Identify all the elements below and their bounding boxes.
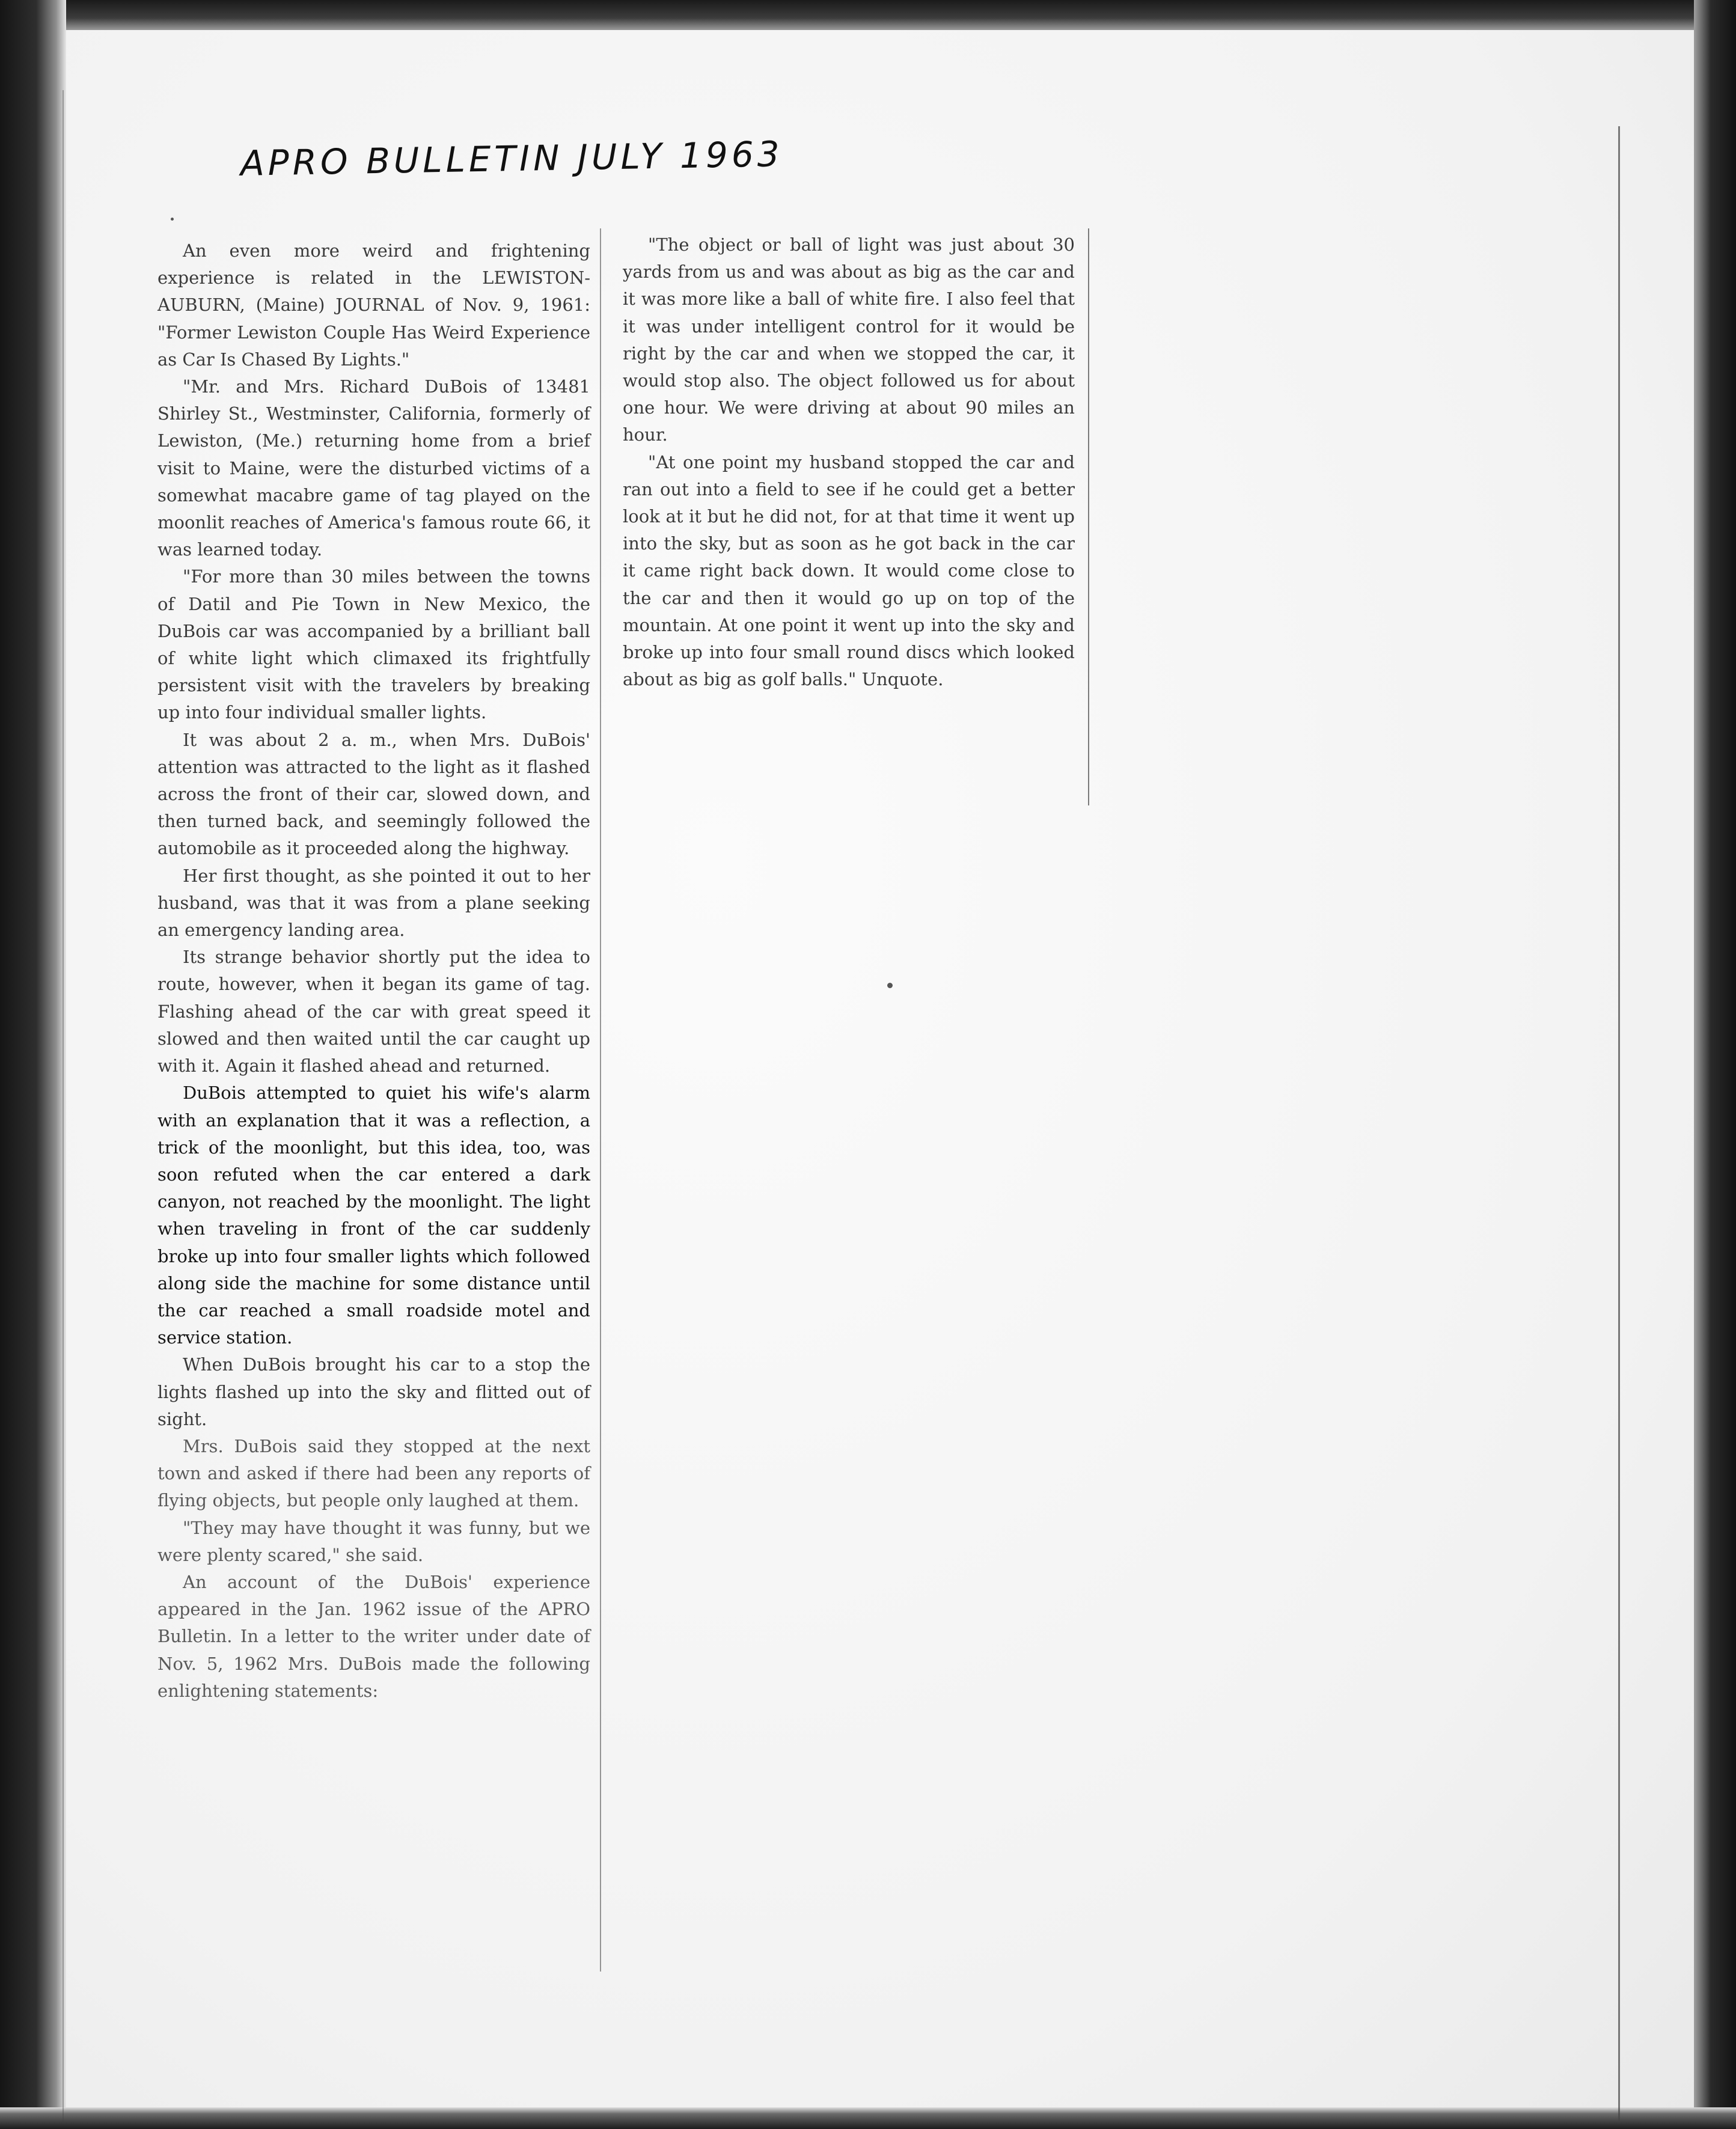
- scan-border-top: [0, 0, 1736, 30]
- left-margin-rule: [63, 90, 64, 2122]
- article-paragraph: "They may have thought it was funny, but we were plenty scared," she said.: [157, 1517, 590, 1565]
- article-paragraph: DuBois attempted to quiet his wife's alarm with an explanation that it was a reflection, a trick of the moonlight, but this idea, too, was soon refuted when the car entered a dark canyon, not reached by the moonlight. The light when traveling in front of the car suddenly broke up into four smaller lights which followed along side the machine for some distance until the car reached a small roadside motel and service station.: [157, 1083, 590, 1348]
- article-right-column: [623, 231, 1075, 802]
- article-paragraph: "Mr. and Mrs. Richard DuBois of 13481 Shirley St., Westminster, California, formerly of Lewiston, (Me.) returning home from a brief visit to Maine, were the disturbed victims of a somewhat macabre game of tag played on the moonlit reaches of America's famous route 66, it was learned today.: [157, 376, 590, 560]
- article-left-column: [157, 237, 590, 2005]
- article-paragraph: "At one point my husband stopped the car and ran out into a field to see if he could get a better look at it but he did not, for at that time it went up into the sky, but as soon as he got back in the car it came right back down. It would come close to the car and then it would go up on top of the mountain. At one point it went up into the sky and broke up into four small round discs which looked about as big as golf balls." Unquote.: [623, 451, 1075, 690]
- article-paragraph: Her first thought, as she pointed it out to her husband, was that it was from a plane seeking an emergency landing area.: [157, 865, 590, 941]
- article-paragraph: Mrs. DuBois said they stopped at the next town and asked if there had been any reports of flying objects, but people only laughed at them.: [157, 1435, 590, 1511]
- page-right-rule: [1618, 126, 1620, 2122]
- article-paragraph: "The object or ball of light was just about 30 yards from us and was about as big as the car and it was more like a ball of white fire. I also feel that it was under intelligent control for it would be right by the car and when we stopped the car, it would stop also. The object followed us for about one hour. We were driving at about 90 miles an hour.: [623, 234, 1075, 445]
- article-paragraph: An account of the DuBois' experience appeared in the Jan. 1962 issue of the APRO Bulletin. In a letter to the writer under date of Nov. 5, 1962 Mrs. DuBois made the following enlightening statements:: [157, 1571, 590, 1701]
- column-divider: [600, 228, 601, 1972]
- article-paragraph: When DuBois brought his car to a stop the lights flashed up into the sky and flitted out of sight.: [157, 1354, 590, 1429]
- article-paragraph: An even more weird and frightening experience is related in the LEWISTON-AUBURN, (Maine) JOURNAL of Nov. 9, 1961: "Former Lewiston Couple Has Weird Experience as Car Is Chased By Lights.": [157, 240, 590, 370]
- article-paragraph: "For more than 30 miles between the towns of Datil and Pie Town in New Mexico, the DuBois car was accompanied by a brilliant ball of white light which climaxed its frightfully persistent visit with the travelers by breaking up into four individual smaller lights.: [157, 566, 590, 723]
- right-column-rule: [1088, 228, 1089, 805]
- ink-dot: [171, 218, 174, 221]
- handwritten-heading: APRO BULLETIN JULY 1963: [240, 133, 784, 184]
- scan-border-left: [0, 0, 66, 2129]
- scan-border-right: [1694, 0, 1736, 2129]
- ink-dot: [887, 983, 893, 988]
- article-paragraph: It was about 2 a. m., when Mrs. DuBois' attention was attracted to the light as it flashed across the front of their car, slowed down, and then turned back, and seemingly followed the automobile as it proceeded along the highway.: [157, 729, 590, 859]
- article-paragraph: Its strange behavior shortly put the idea to route, however, when it began its game of tag. Flashing ahead of the car with great speed it slowed and then waited until the car caught up with it. Again it flashed ahead and returned.: [157, 947, 590, 1077]
- scan-border-bottom: [0, 2107, 1736, 2129]
